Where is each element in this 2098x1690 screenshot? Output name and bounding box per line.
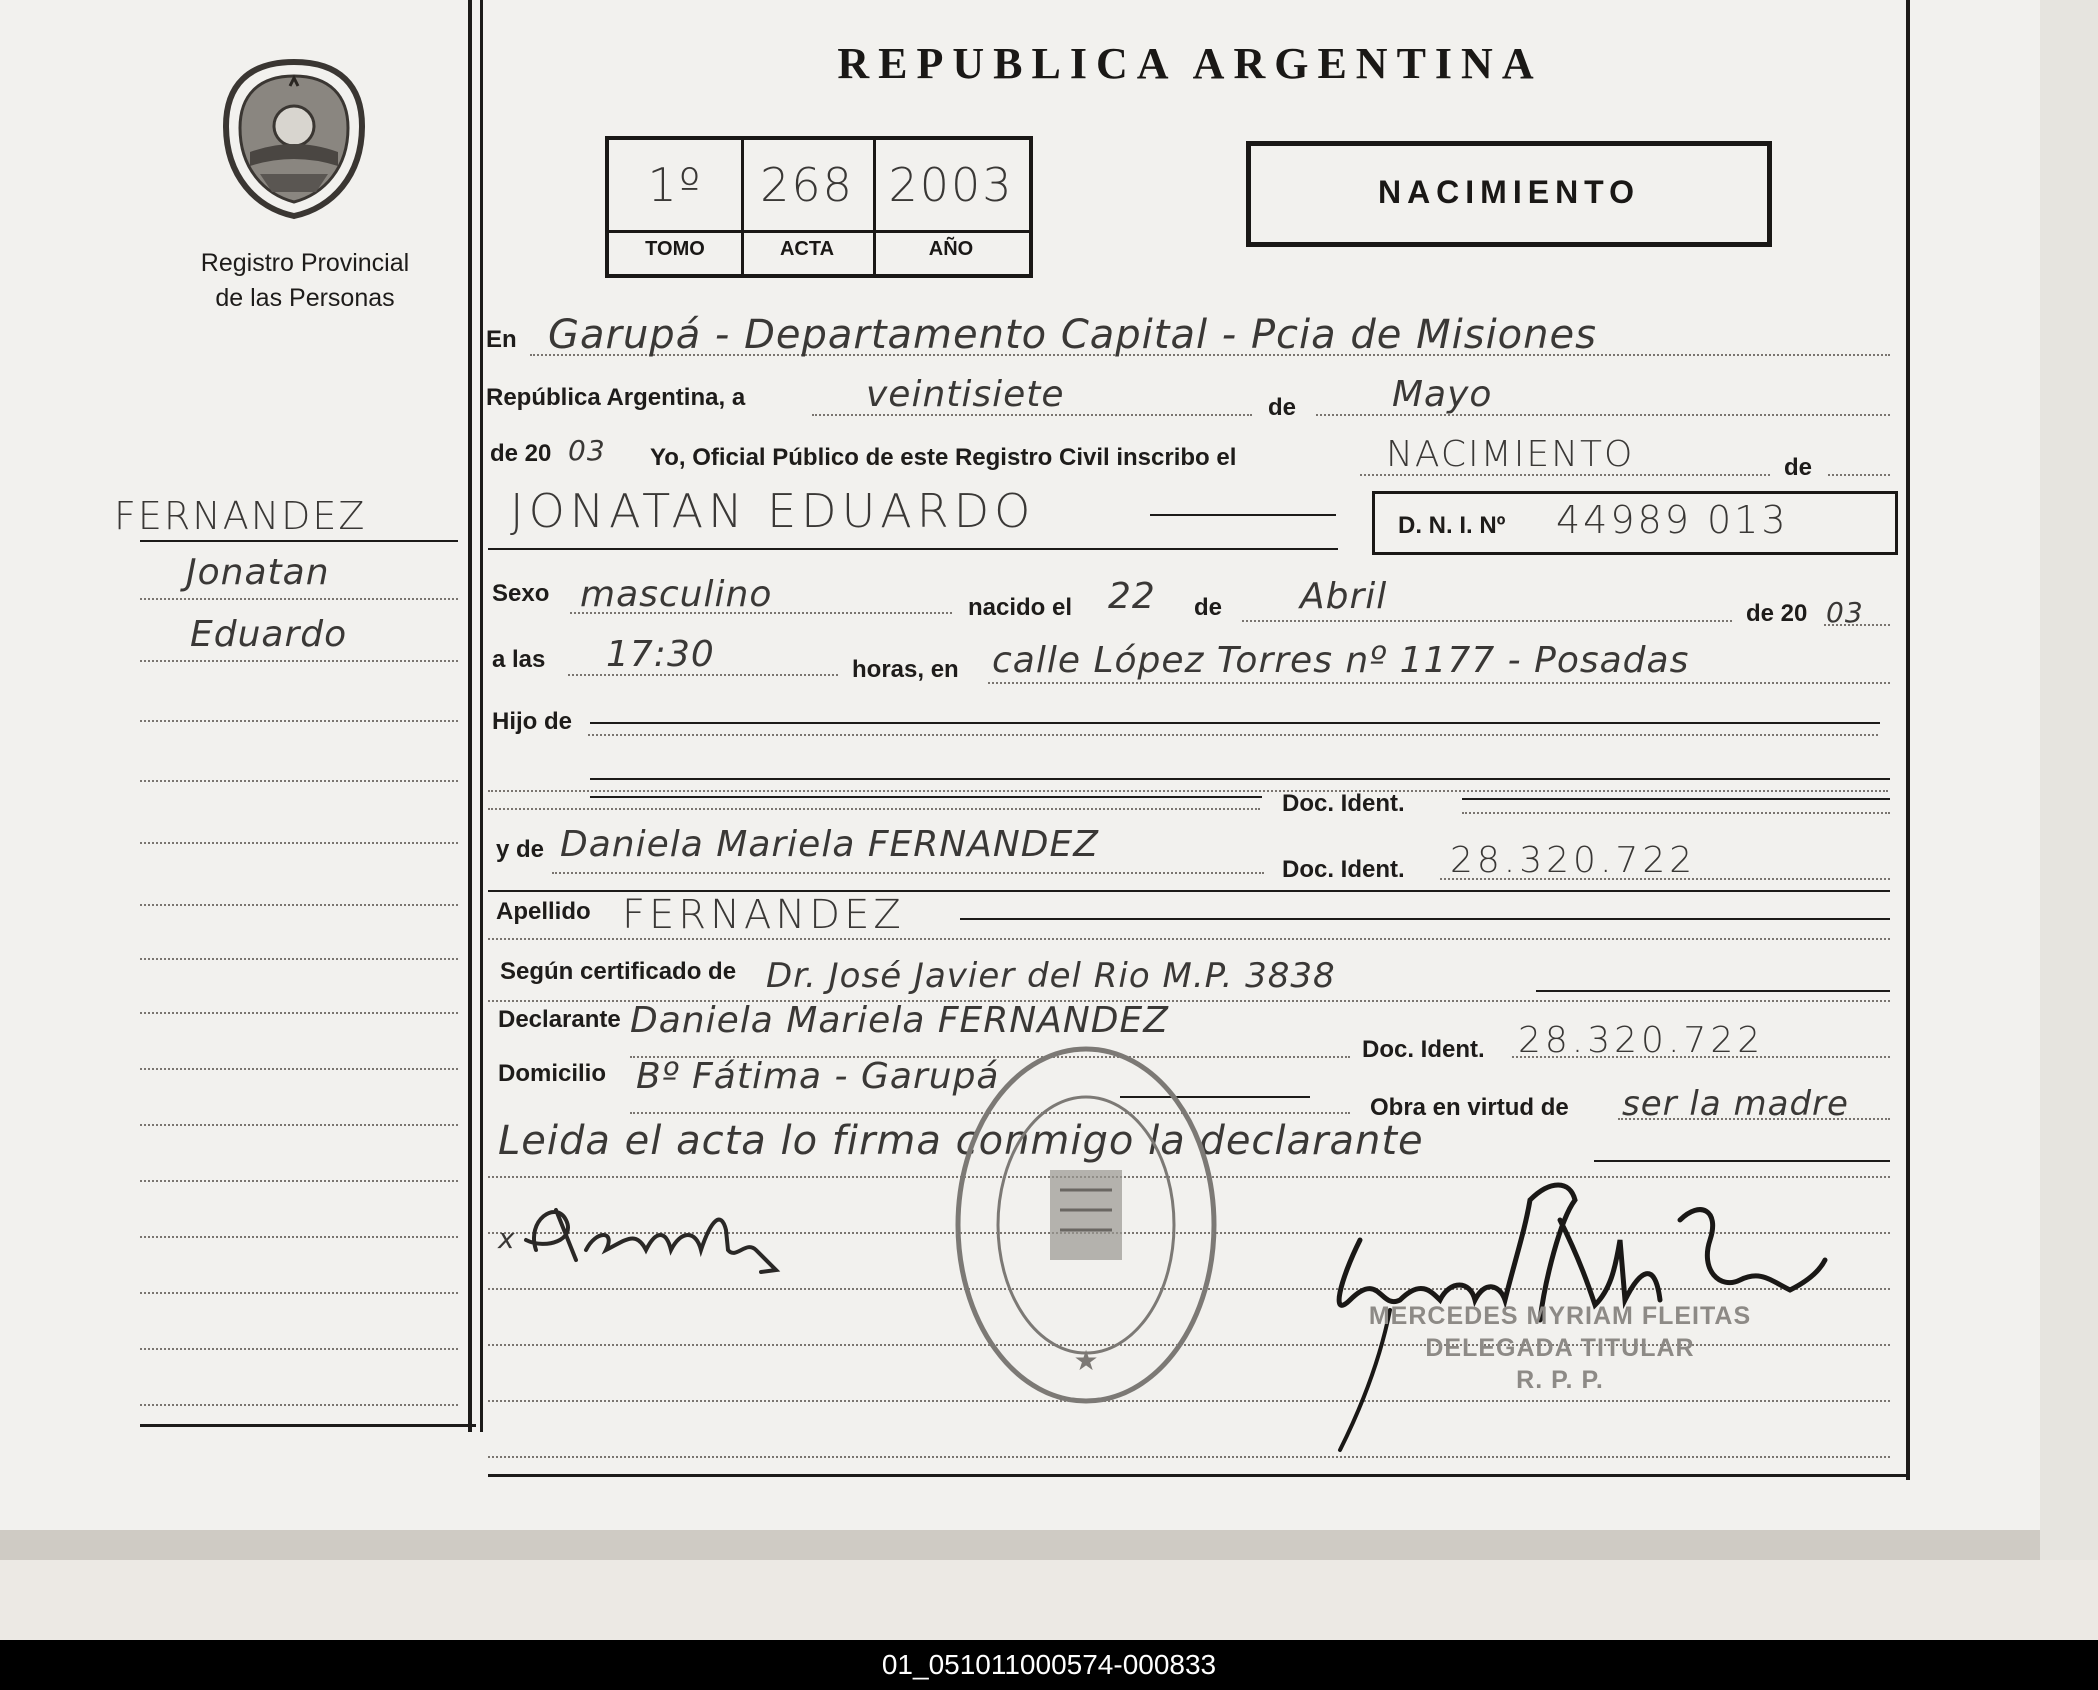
field-line [1242,620,1732,622]
segun-label: Según certificado de [500,958,737,985]
frame-left-line [468,0,472,1432]
margin-line [140,1124,458,1126]
field-line [488,938,1890,940]
field-line [988,682,1890,684]
field-line [960,918,1890,920]
registry-line1: Registro Provincial [200,249,410,277]
a-las-label: a las [492,646,546,673]
dia-value: veintisiete [866,374,1065,415]
mes-value: Mayo [1392,374,1493,415]
leida-text: Leida el acta lo firma conmigo la declarante [498,1118,1424,1164]
domicilio-value: Bº Fátima - Garupá [636,1056,1000,1097]
de-label: de [1268,394,1297,421]
de-label-2: de [1784,454,1813,481]
form-bottom-line [488,1474,1908,1477]
margin-line [140,1348,458,1350]
declarante-label: Declarante [498,1006,621,1033]
nacido-anio: 03 [1826,596,1864,629]
acta-cell [741,140,876,274]
anio-suffix: 03 [568,434,606,467]
apellido-value: FERNANDEZ [622,892,905,938]
certificado-value: Dr. José Javier del Rio M.P. 3838 [766,956,1336,996]
acta-number-box [605,136,1033,278]
margin-line [140,1236,458,1238]
doc-ident-label-2: Doc. Ident. [1282,856,1405,883]
registry-line2: de las Personas [215,284,395,312]
ano-cell [873,140,1029,274]
official-name: MERCEDES MYRIAM FLEITAS [1368,1302,1752,1330]
obra-value: ser la madre [1622,1084,1849,1124]
field-line [1462,812,1890,814]
madre-doc: 28.320.722 [1450,840,1697,881]
apellido-label: Apellido [496,898,591,925]
desk-surface [0,1560,2098,1640]
certificate-type-box [1246,141,1772,247]
margin-line [140,1292,458,1294]
field-line [1150,514,1336,516]
margin-line [140,540,458,542]
acto-value: NACIMIENTO [1386,434,1635,475]
ano-label: AÑO [928,238,974,260]
margin-second-name: Eduardo [190,614,348,655]
field-line [590,722,1880,724]
lugar-value: Garupá - Departamento Capital - Pcia de Misiones [548,312,1597,358]
doc-ident-label-3: Doc. Ident. [1362,1036,1485,1063]
declarante-value: Daniela Mariela FERNANDEZ [630,1000,1169,1041]
margin-bottom-line [140,1424,476,1427]
official-seal-stamp-icon [950,1040,1222,1410]
field-line [1462,798,1890,800]
margin-line [140,1404,458,1406]
dni-label: D. N. I. Nº [1398,512,1506,539]
field-line [1824,624,1890,626]
image-caption: 01_051011000574-000833 [0,1640,2098,1690]
dni-value: 44989 013 [1556,498,1789,542]
country-title: REPUBLICA ARGENTINA [837,39,1543,88]
field-line [488,548,1338,550]
margin-line [140,660,458,662]
official-office: R. P. P. [1516,1366,1604,1394]
nacido-label: nacido el [968,594,1073,621]
tomo-label: TOMO [645,238,705,260]
declarant-signature-icon [496,1190,796,1280]
field-line [1828,474,1890,476]
margin-line [140,1180,458,1182]
y-de-label: y de [496,836,545,863]
doc-ident-label: Doc. Ident. [1282,790,1405,817]
margin-line [140,1012,458,1014]
field-line [488,808,1260,810]
official-title: DELEGADA TITULAR [1425,1334,1695,1362]
anio-prefix: de 20 [490,440,552,467]
x-mark: x [498,1222,516,1255]
acta-value: 268 [760,158,854,212]
hijo-label: Hijo de [492,708,573,735]
margin-line [140,904,458,906]
margin-first-name: Jonatan [186,552,330,593]
obra-label: Obra en virtud de [1370,1094,1569,1121]
margin-surname: FERNANDEZ [114,494,367,538]
field-line [488,790,1888,792]
nombre-value: JONATAN EDUARDO [510,484,1036,538]
de-label-3: de [1194,594,1223,621]
de20-label: de 20 [1746,600,1808,627]
margin-line [140,598,458,600]
margin-line [140,720,458,722]
tomo-value: 1º [647,158,703,212]
margin-line [140,842,458,844]
tomo-cell [609,140,744,274]
oficial-text: Yo, Oficial Público de este Registro Civil inscribo el [650,444,1237,471]
ano-value: 2003 [888,158,1014,212]
declarante-doc: 28.320.722 [1518,1020,1765,1061]
lugar-nacimiento: calle López Torres nº 1177 - Posadas [992,640,1690,681]
official-name-stamp [1300,1300,1820,1396]
en-label: En [486,326,517,353]
svg-text:★: ★ [1073,1344,1099,1377]
horas-label: horas, en [852,656,959,683]
registry-name [150,246,460,316]
madre-value: Daniela Mariela FERNANDEZ [560,824,1099,865]
frame-inner-line [480,0,483,1432]
field-line [1618,1118,1890,1120]
sexo-value: masculino [580,574,773,615]
nacido-dia: 22 [1108,576,1156,617]
sexo-label: Sexo [492,580,550,607]
field-line [552,872,1264,874]
field-line [1536,990,1890,992]
next-page-strip [2040,0,2098,1640]
nacido-mes: Abril [1300,576,1388,617]
margin-line [140,780,458,782]
margin-line [140,1068,458,1070]
margin-line [140,958,458,960]
republica-label: República Argentina, a [486,384,746,411]
provincial-seal-icon [220,56,368,220]
frame-right-line [1906,0,1910,1480]
field-line [590,796,1262,798]
hora-value: 17:30 [606,634,715,675]
certificate-type: NACIMIENTO [1377,174,1641,210]
page-edge [0,1530,2040,1560]
domicilio-label: Domicilio [498,1060,607,1087]
field-line [590,778,1890,780]
field-line [588,734,1878,736]
acta-label: ACTA [779,238,835,260]
